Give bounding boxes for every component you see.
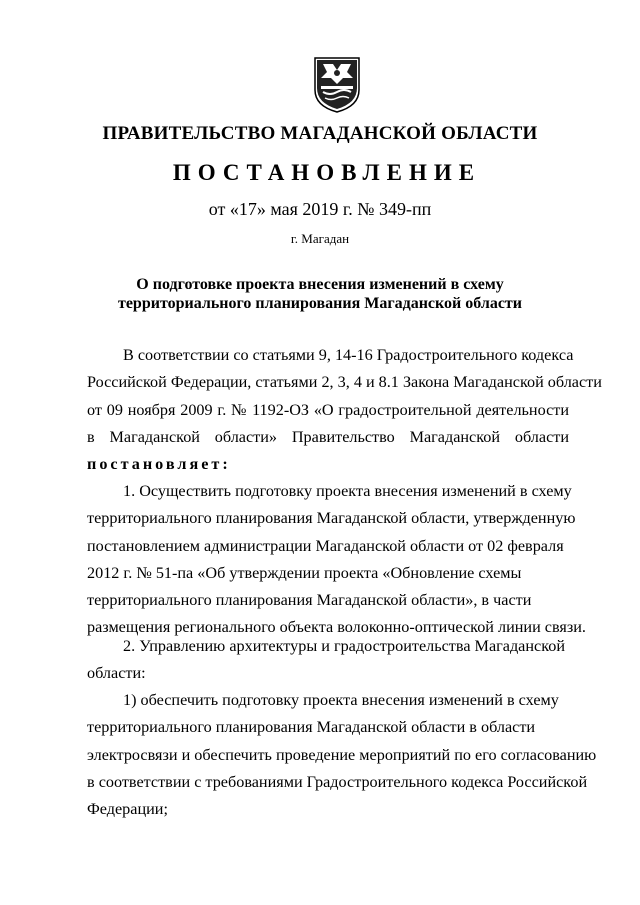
document-subject — [0, 275, 640, 313]
clause-2-paragraph — [87, 633, 569, 688]
text-line: в соответствии с требованиями Градостроительного кодекса Российской — [87, 772, 588, 791]
text-line: постановлением администрации Магаданской области от 02 февраля — [87, 536, 564, 555]
text-line: электросвязи и обеспечить проведение мероприятий по его согласованию — [87, 745, 597, 764]
document-date-number: от «17» мая 2019 г. № 349-пп — [208, 199, 432, 219]
text-line: территориального планирования Магаданской области», в части — [87, 591, 532, 610]
text-line: от 09 ноября 2009 г. № 1192-ОЗ «О градостроительной деятельности — [87, 400, 569, 419]
subject-line: О подготовке проекта внесения изменений в схему — [136, 276, 504, 293]
clause-1-paragraph — [87, 478, 586, 642]
clause-2-1-paragraph — [87, 687, 597, 823]
resolves-word: постановляет: — [87, 455, 231, 474]
text-line: Российской Федерации, статьями 2, 3, 4 и 8.1 Закона Магаданской области — [87, 373, 602, 392]
coat-of-arms-icon — [313, 56, 361, 114]
text-line: размещения регионального объекта волоконно-оптической линии связи. — [87, 618, 586, 637]
text-line: Федерации; — [87, 800, 168, 819]
text-line: 1. Осуществить подготовку проекта внесения изменений в схему — [123, 482, 572, 500]
preamble-paragraph — [87, 342, 602, 478]
subject-line: территориального планирования Магаданской области — [117, 295, 523, 312]
document-type: ПОСТАНОВЛЕНИЕ — [172, 160, 482, 185]
text-line: 2. Управлению архитектуры и градостроительства Магаданской — [123, 637, 566, 655]
text-line: территориального планирования Магаданской области, утвержденную — [87, 509, 576, 528]
text-line: В соответствии со статьями 9, 14-16 Градостроительного кодекса — [123, 346, 574, 364]
text-line: 2012 г. № 51-па «Об утверждении проекта «Обновление схемы — [87, 563, 522, 582]
text-line: территориального планирования Магаданской области в области — [87, 718, 536, 737]
government-name: ПРАВИТЕЛЬСТВО МАГАДАНСКОЙ ОБЛАСТИ — [102, 123, 538, 144]
text-line: 1) обеспечить подготовку проекта внесения изменений в схему — [123, 691, 559, 709]
document-city: г. Магадан — [290, 231, 350, 246]
text-line: в Магаданской области» Правительство Магаданской области — [87, 427, 569, 446]
text-line: области: — [87, 664, 146, 683]
